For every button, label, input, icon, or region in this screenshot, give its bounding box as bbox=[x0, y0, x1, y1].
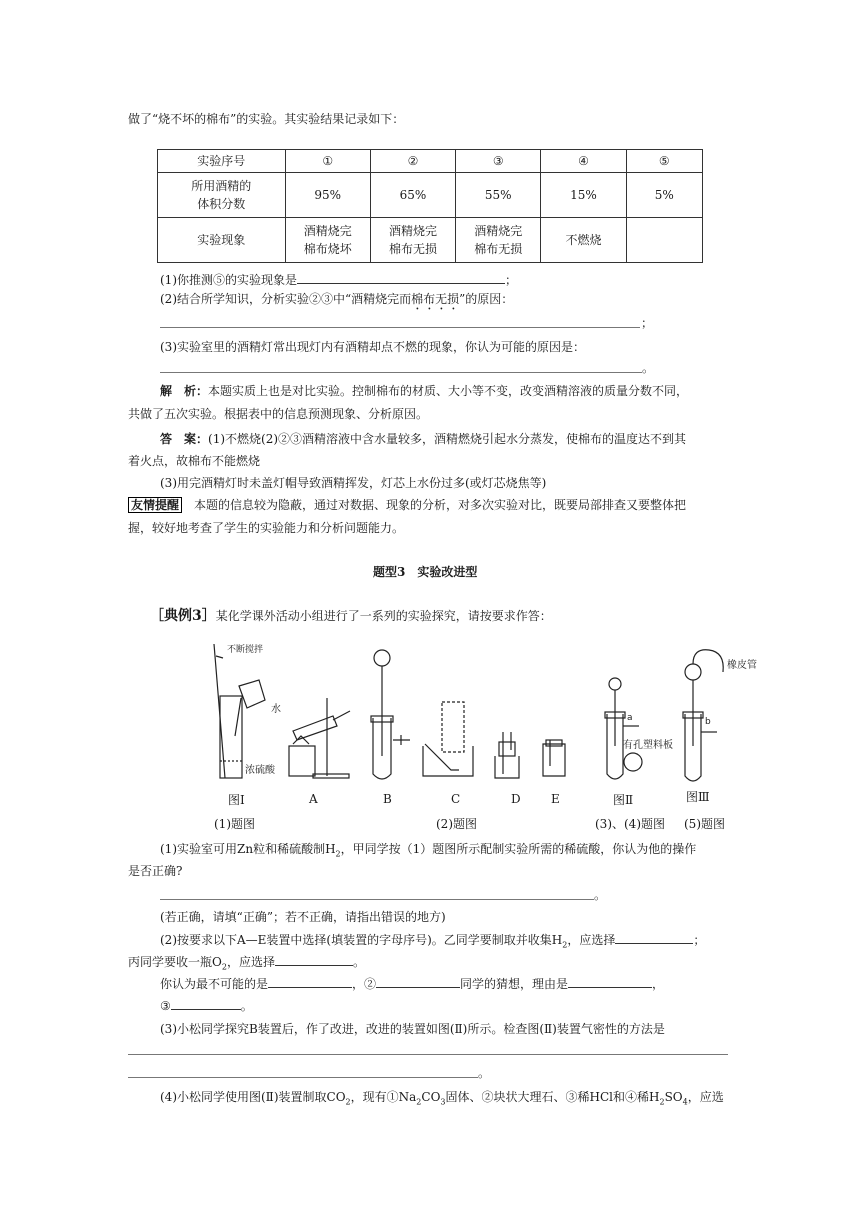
caption-fig-2: 图Ⅱ bbox=[613, 793, 634, 807]
table-cell: 65% bbox=[370, 173, 455, 218]
problem-2-line-4: ③ 。 bbox=[160, 999, 253, 1013]
example-intro: ［典例3］某化学课外活动小组进行了一系列的实验探究，请按要求作答： bbox=[150, 608, 552, 624]
question-1: (1)你推测⑤的实验现象是 ； bbox=[160, 273, 518, 287]
answer-line-2: 着火点，故棉布不能燃烧 bbox=[128, 454, 261, 468]
table-cell: 酒精烧完 棉布无损 bbox=[370, 218, 455, 263]
table-row bbox=[158, 218, 703, 263]
table-cell: 15% bbox=[541, 173, 626, 218]
section-title: 题型3 实验改进型 bbox=[373, 565, 478, 579]
table-cell: ③ bbox=[456, 150, 541, 173]
table-row bbox=[158, 150, 703, 173]
label-hose: 橡皮管 bbox=[727, 660, 757, 671]
analysis: 解 析：本题实质上也是对比实验。控制棉布的材质、大小等不变，改变酒精溶液的质量分数不同， bbox=[160, 384, 689, 398]
problem-1: (1)实验室可用Zn粒和稀硫酸制$H_2$，甲同学按（1）题图所示配制实验所需的稀硫酸，你认为他的操作 bbox=[160, 842, 697, 859]
caption-c: C bbox=[451, 792, 461, 806]
answer: 答 案：(1)不燃烧(2)②③酒精溶液中含水量较多，酒精燃烧引起水分蒸发，使棉布的温度达不到其 bbox=[160, 432, 687, 446]
table-cell: ④ bbox=[541, 150, 626, 173]
table-row-header: 所用酒精的 体积分数 bbox=[158, 173, 286, 218]
label-stir: 不断搅拌 bbox=[227, 645, 264, 655]
caption-fig-3: 图Ⅲ bbox=[686, 790, 710, 804]
table-cell: 酒精烧完 棉布无损 bbox=[456, 218, 541, 263]
table-cell: 55% bbox=[456, 173, 541, 218]
question-2-end: ； bbox=[641, 316, 654, 330]
subcaption-1: (1)题图 bbox=[214, 817, 255, 831]
table-cell: ① bbox=[285, 150, 370, 173]
label-b: b bbox=[705, 717, 711, 727]
apparatus-e bbox=[543, 740, 565, 776]
analysis-line-2: 共做了五次实验。根据表中的信息预测现象、分析原因。 bbox=[128, 407, 429, 421]
problem-2: (2)按要求以下A—E装置中选择(填装置的字母序号)。乙同学要制取并收集$H_2$，应选择 ； bbox=[160, 933, 706, 950]
answer-line bbox=[128, 1077, 478, 1078]
question-3-end: 。 bbox=[642, 361, 655, 375]
label-acid: 浓硫酸 bbox=[245, 765, 275, 776]
problem-2-line-3: 你认为最不可能的是 ，② 同学的猜想，理由是 ， bbox=[160, 977, 665, 991]
table-cell: ⑤ bbox=[626, 150, 702, 173]
table-row-header: 实验序号 bbox=[158, 150, 286, 173]
tip-label: 友情提醒 bbox=[128, 497, 182, 513]
table-row-header: 实验现象 bbox=[158, 218, 286, 263]
apparatus-c bbox=[423, 702, 473, 776]
label-plate: 有孔塑料板 bbox=[623, 740, 673, 751]
table-cell: 95% bbox=[285, 173, 370, 218]
apparatus-figure bbox=[205, 636, 757, 786]
caption-e: E bbox=[551, 792, 560, 806]
answer-line bbox=[160, 372, 642, 373]
subcaption-3: (3)、(4)题图 bbox=[595, 817, 665, 831]
problem-3-end: 。 bbox=[478, 1066, 491, 1080]
problem-2-line-2: 丙同学要收一瓶$O_2$，应选择 。 bbox=[128, 955, 365, 972]
apparatus-d bbox=[495, 732, 519, 778]
problem-1-end: 。 bbox=[594, 888, 607, 902]
answer-line bbox=[160, 899, 594, 900]
problem-3: (3)小松同学探究B装置后，作了改进，改进的装置如图(Ⅱ)所示。检查图(Ⅱ)装置气密性的方法是 bbox=[160, 1022, 665, 1036]
caption-b: B bbox=[383, 792, 392, 806]
problem-4: (4)小松同学使用图(Ⅱ)装置制取$CO_2$，现有$①Na_2CO_3$固体、②块状大理石、③稀HCl和④稀$H_2SO_4$，应选 bbox=[160, 1090, 724, 1107]
answer-line bbox=[128, 1054, 728, 1055]
intro-text: 做了“烧不坏的棉布”的实验。其实验结果记录如下： bbox=[128, 112, 405, 126]
figure-3-apparatus bbox=[683, 650, 723, 781]
caption-d: D bbox=[511, 792, 521, 806]
figure-2-apparatus bbox=[605, 678, 642, 779]
subcaption-2: (2)题图 bbox=[436, 817, 477, 831]
table-cell: ② bbox=[370, 150, 455, 173]
apparatus-b bbox=[371, 650, 410, 779]
answer-line-3: (3)用完酒精灯时未盖灯帽导致酒精挥发，灯芯上水份过多(或灯芯烧焦等) bbox=[160, 476, 547, 490]
table-cell bbox=[626, 218, 702, 263]
table-cell: 5% bbox=[626, 173, 702, 218]
question-2: (2)结合所学知识，分析实验②③中“酒精烧完而棉布无损”的原因： bbox=[160, 292, 514, 306]
label-a: a bbox=[627, 713, 633, 723]
apparatus-a bbox=[289, 698, 350, 778]
table-row bbox=[158, 173, 703, 218]
question-3: (3)实验室里的酒精灯常出现灯内有酒精却点不燃的现象，你认为可能的原因是： bbox=[160, 340, 586, 354]
tip-line-2: 握，较好地考查了学生的实验能力和分析问题能力。 bbox=[128, 521, 405, 535]
subcaption-4: (5)题图 bbox=[684, 817, 725, 831]
figure-1-dilution bbox=[214, 644, 265, 778]
friendly-tip: 友情提醒 本题的信息较为隐蔽，通过对数据、现象的分析，对多次实验对比，既要局部排查又要整体把 bbox=[128, 496, 686, 514]
label-water: 水 bbox=[271, 704, 281, 715]
table-cell: 不燃烧 bbox=[541, 218, 626, 263]
answer-line bbox=[160, 327, 640, 328]
caption-fig-1: 图Ⅰ bbox=[228, 793, 245, 807]
table-cell: 酒精烧完 棉布烧坏 bbox=[285, 218, 370, 263]
caption-a: A bbox=[309, 792, 318, 806]
problem-1-line-2: 是否正确? bbox=[128, 864, 183, 878]
problem-1-note: (若正确，请填“正确”；若不正确，请指出错误的地方) bbox=[160, 910, 446, 924]
experiment-table bbox=[157, 149, 703, 263]
